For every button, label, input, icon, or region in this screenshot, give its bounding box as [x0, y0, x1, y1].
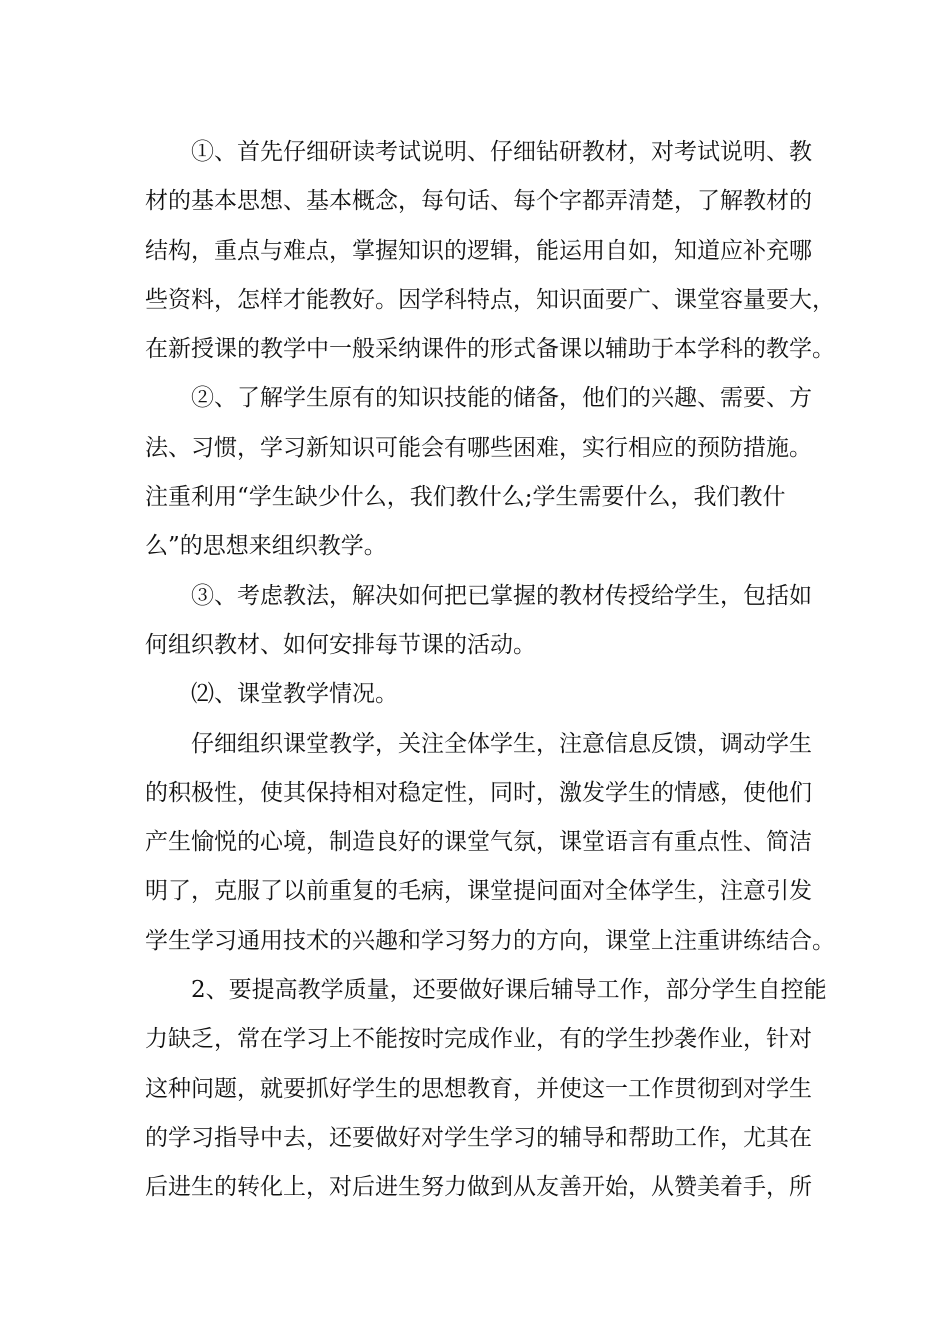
text-line: 学生学习通用技术的兴趣和学习努力的方向，课堂上注重讲练结合。	[145, 927, 835, 954]
text-line: 材的基本思想、基本概念，每句话、每个字都弄清楚，了解教材的	[145, 188, 812, 215]
text-line: 的学习指导中去，还要做好对学生学习的辅导和帮助工作，尤其在	[145, 1124, 812, 1151]
text-line: 这种问题，就要抓好学生的思想教育，并使这一工作贯彻到对学生	[145, 1075, 812, 1102]
text-line: 注重利用“学生缺少什么，我们教什么;学生需要什么，我们教什	[145, 484, 786, 511]
text-line: 后进生的转化上，对后进生努力做到从友善开始，从赞美着手，所	[145, 1174, 812, 1201]
section-heading: ⑵、课堂教学情况。	[191, 681, 398, 708]
text-line: 明了，克服了以前重复的毛病，课堂提问面对全体学生，注意引发	[145, 878, 812, 905]
text-line: 力缺乏，常在学习上不能按时完成作业，有的学生抄袭作业，针对	[145, 1026, 812, 1053]
text-line: 的积极性，使其保持相对稳定性，同时，激发学生的情感，使他们	[145, 779, 812, 806]
text-line: 法、习惯，学习新知识可能会有哪些困难，实行相应的预防措施。	[145, 434, 812, 461]
text-line: 么”的思想来组织教学。	[145, 533, 387, 560]
document-body	[145, 128, 835, 1213]
text-line: 些资料，怎样才能教好。因学科特点，知识面要广、课堂容量要大，	[145, 286, 835, 313]
text-line: 何组织教材、如何安排每节课的活动。	[145, 631, 536, 658]
text-line: 结构，重点与难点，掌握知识的逻辑，能运用自如，知道应补充哪	[145, 237, 812, 264]
text-line: ③、考虑教法，解决如何把已掌握的教材传授给学生，包括如	[191, 582, 812, 609]
text-line: ①、首先仔细研读考试说明、仔细钻研教材，对考试说明、教	[191, 139, 812, 165]
text-line: 产生愉悦的心境，制造良好的课堂气氛，课堂语言有重点性、简洁	[145, 829, 812, 856]
text-line: 在新授课的教学中一般采纳课件的形式备课以辅助于本学科的教学。	[145, 336, 835, 363]
text-line: 仔细组织课堂教学，关注全体学生，注意信息反馈，调动学生	[191, 730, 812, 757]
text-line: 2、要提高教学质量，还要做好课后辅导工作，部分学生自控能	[191, 977, 827, 1004]
text-line: ②、了解学生原有的知识技能的储备，他们的兴趣、需要、方	[191, 385, 812, 412]
